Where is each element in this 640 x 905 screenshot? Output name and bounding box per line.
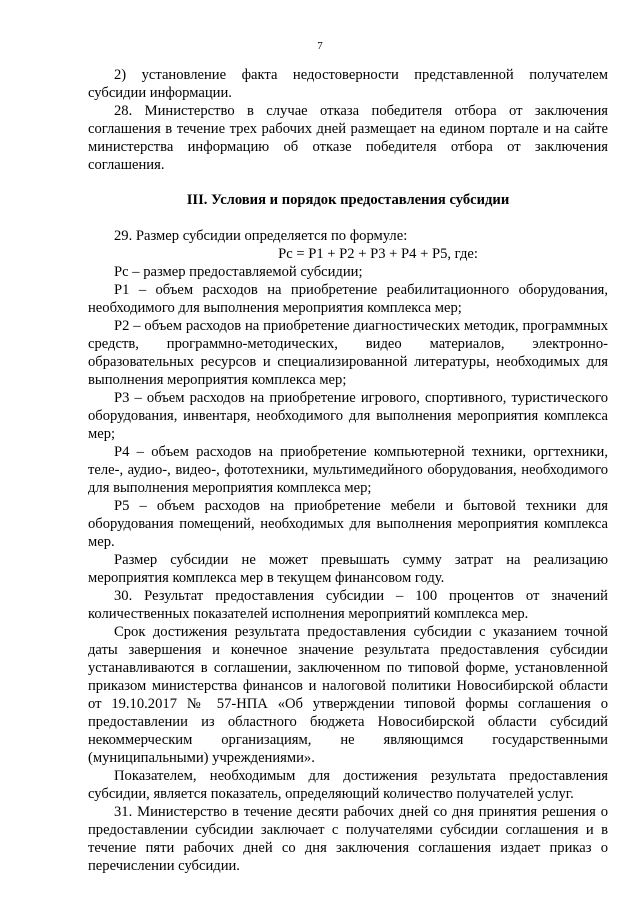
paragraph-28: 28. Министерство в случае отказа победителя отбора от заключения соглашения в течение трех рабочих дней размещает на едином портале и на сайте министерства информацию об отказе победителя отбора от заключения соглашения. bbox=[88, 103, 608, 173]
definition-p3: Р3 – объем расходов на приобретение игрового, спортивного, туристического оборудования, инвентаря, необходимого для выполнения мероприятия комплекса мер; bbox=[88, 390, 608, 442]
definition-p1: Р1 – объем расходов на приобретение реабилитационного оборудования, необходимого для выполнения мероприятия комплекса мер; bbox=[88, 282, 608, 316]
paragraph-29: 29. Размер субсидии определяется по формуле: bbox=[114, 228, 408, 244]
paragraph-30: 30. Результат предоставления субсидии – 100 процентов от значений количественных показателей исполнения мероприятий комплекса мер. bbox=[88, 588, 608, 622]
definition-p5: Р5 – объем расходов на приобретение мебели и бытовой техники для оборудования помещений, необходимых для выполнения мероприятия комплекса мер. bbox=[88, 498, 608, 550]
paragraph-31: 31. Министерство в течение десяти рабочих дней со дня принятия решения о предоставлении субсидии заключает с получателями субсидии соглашения и в течение пяти рабочих дней со дня заключения соглашения издает приказ о перечислении субсидии. bbox=[88, 804, 608, 874]
section-heading: III. Условия и порядок предоставления субсидии bbox=[186, 192, 510, 208]
definition-p2: Р2 – объем расходов на приобретение диагностических методик, программных средств, программно-методических, видео материалов, электронно-образовательных ресурсов и специализированной литературы, необходимых для выполнения мероприятия комплекса мер; bbox=[88, 318, 608, 388]
document-body bbox=[88, 66, 608, 875]
subsidy-limit-paragraph: Размер субсидии не может превышать сумму затрат на реализацию мероприятия комплекса мер в текущем финансовом году. bbox=[88, 552, 608, 586]
definition-pc: Рс – размер предоставляемой субсидии; bbox=[114, 264, 363, 280]
subsidy-formula: Рс = Р1 + Р2 + Р3 + Р4 + Р5, где: bbox=[278, 246, 478, 262]
page-number: 7 bbox=[317, 40, 323, 52]
paragraph-27-item-2: 2) установление факта недостоверности представленной получателем субсидии информации. bbox=[88, 67, 608, 101]
indicator-paragraph: Показателем, необходимым для достижения результата предоставления субсидии, является показатель, определяющий количество получателей услуг. bbox=[88, 768, 608, 802]
definition-p4: Р4 – объем расходов на приобретение компьютерной техники, оргтехники, теле-, аудио-, видео-, фототехники, мультимедийного оборудования, необходимого для выполнения мероприятия комплекса мер; bbox=[88, 444, 608, 496]
result-deadline-paragraph: Срок достижения результата предоставления субсидии с указанием точной даты завершения и конечное значение результата предоставления субсидии устанавливаются в соглашении, заключенном по типовой форме, установленной приказом министерства финансов и налоговой политики Новосибирской области от 19.10.2017 № 57-НПА «Об утверждении типовой формы соглашения о предоставлении из областного бюджета Новосибирской области субсидий некоммерческим организациям, не являющимся государственными (муниципальными) учреждениями». bbox=[88, 624, 608, 766]
